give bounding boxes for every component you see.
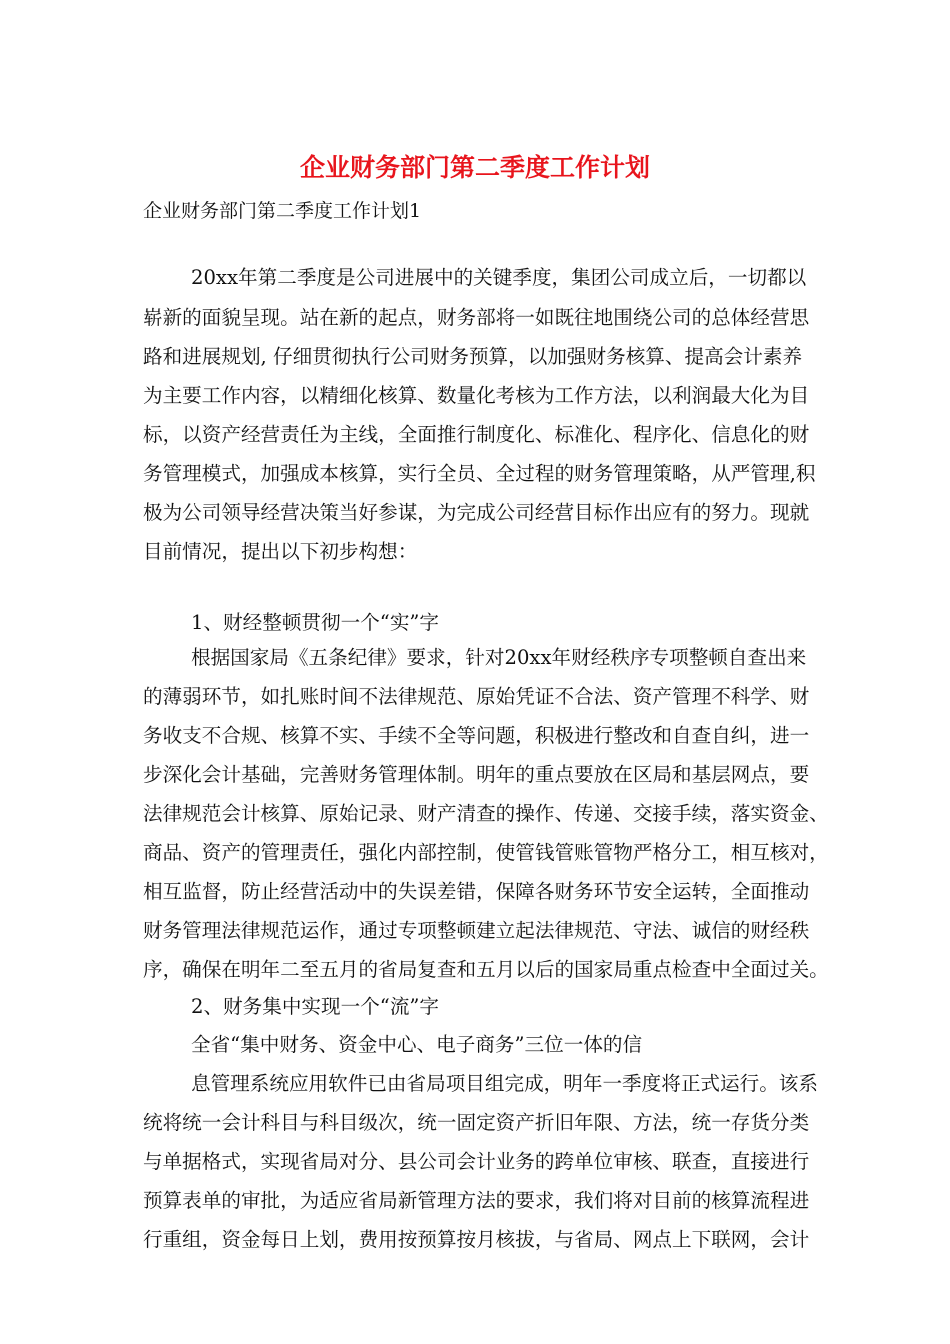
paragraph-line: 标，以资产经营责任为主线，全面推行制度化、标准化、程序化、信息化的财 — [143, 423, 810, 446]
paragraph-line: 统将统一会计科目与科目级次，统一固定资产折旧年限、方法，统一存货分类 — [143, 1111, 810, 1134]
paragraph-line: 步深化会计基础，完善财务管理体制。明年的重点要放在区局和基层网点，要 — [143, 763, 810, 786]
paragraph-line: 路和进展规划, 仔细贯彻执行公司财务预算，以加强财务核算、提高会计素养 — [143, 345, 803, 368]
paragraph-line: 预算表单的审批，为适应省局新管理方法的要求，我们将对目前的核算流程进 — [143, 1189, 810, 1212]
paragraph-line: 务收支不合规、核算不实、手续不全等问题，积极进行整改和自查自纠，进一 — [143, 724, 810, 747]
section-heading: 2、财务集中实现一个“流”字 — [191, 995, 440, 1018]
paragraph-line: 息管理系统应用软件已由省局项目组完成，明年一季度将正式运行。该系 — [191, 1072, 818, 1095]
paragraph-line: 全省“集中财务、资金中心、电子商务”三位一体的信 — [191, 1033, 643, 1056]
paragraph-line: 法律规范会计核算、原始记录、财产清查的操作、传递、交接手续，落实资金、 — [143, 802, 829, 825]
paragraph-line: 相互监督，防止经营活动中的失误差错，保障各财务环节安全运转，全面推动 — [143, 880, 810, 903]
paragraph-line: 序，确保在明年二至五月的省局复查和五月以后的国家局重点检查中全面过关。 — [143, 958, 829, 981]
paragraph-line: 商品、资产的管理责任，强化内部控制，使管钱管账管物严格分工，相互核对， — [143, 841, 829, 864]
paragraph-line: 务管理模式，加强成本核算，实行全员、全过程的财务管理策略，从严管理,积 — [143, 462, 816, 485]
section-heading: 1、财经整顿贯彻一个“实”字 — [191, 611, 440, 634]
paragraph-line: 根据国家局《五条纪律》要求，针对20xx年财经秩序专项整顿自查出来 — [191, 646, 807, 669]
paragraph-line: 20xx年第二季度是公司进展中的关键季度，集团公司成立后，一切都以 — [191, 266, 807, 289]
paragraph-line: 崭新的面貌呈现。站在新的起点，财务部将一如既往地围绕公司的总体经营思 — [143, 306, 810, 329]
document-title: 企业财务部门第二季度工作计划 — [299, 153, 650, 182]
paragraph-line: 极为公司领导经营决策当好参谋，为完成公司经营目标作出应有的努力。现就 — [143, 501, 810, 524]
paragraph-line: 的薄弱环节，如扎账时间不法律规范、原始凭证不合法、资产管理不科学、财 — [143, 685, 810, 708]
paragraph-line: 财务管理法律规范运作，通过专项整顿建立起法律规范、守法、诚信的财经秩 — [143, 919, 810, 942]
paragraph-line: 为主要工作内容，以精细化核算、数量化考核为工作方法，以利润最大化为目 — [143, 384, 810, 407]
document-subtitle: 企业财务部门第二季度工作计划1 — [143, 200, 422, 222]
paragraph-line: 行重组，资金每日上划，费用按预算按月核拔，与省局、网点上下联网，会计 — [143, 1228, 810, 1251]
paragraph-line: 目前情况，提出以下初步构想： — [143, 540, 418, 563]
paragraph-line: 与单据格式，实现省局对分、县公司会计业务的跨单位审核、联查，直接进行 — [143, 1150, 810, 1173]
